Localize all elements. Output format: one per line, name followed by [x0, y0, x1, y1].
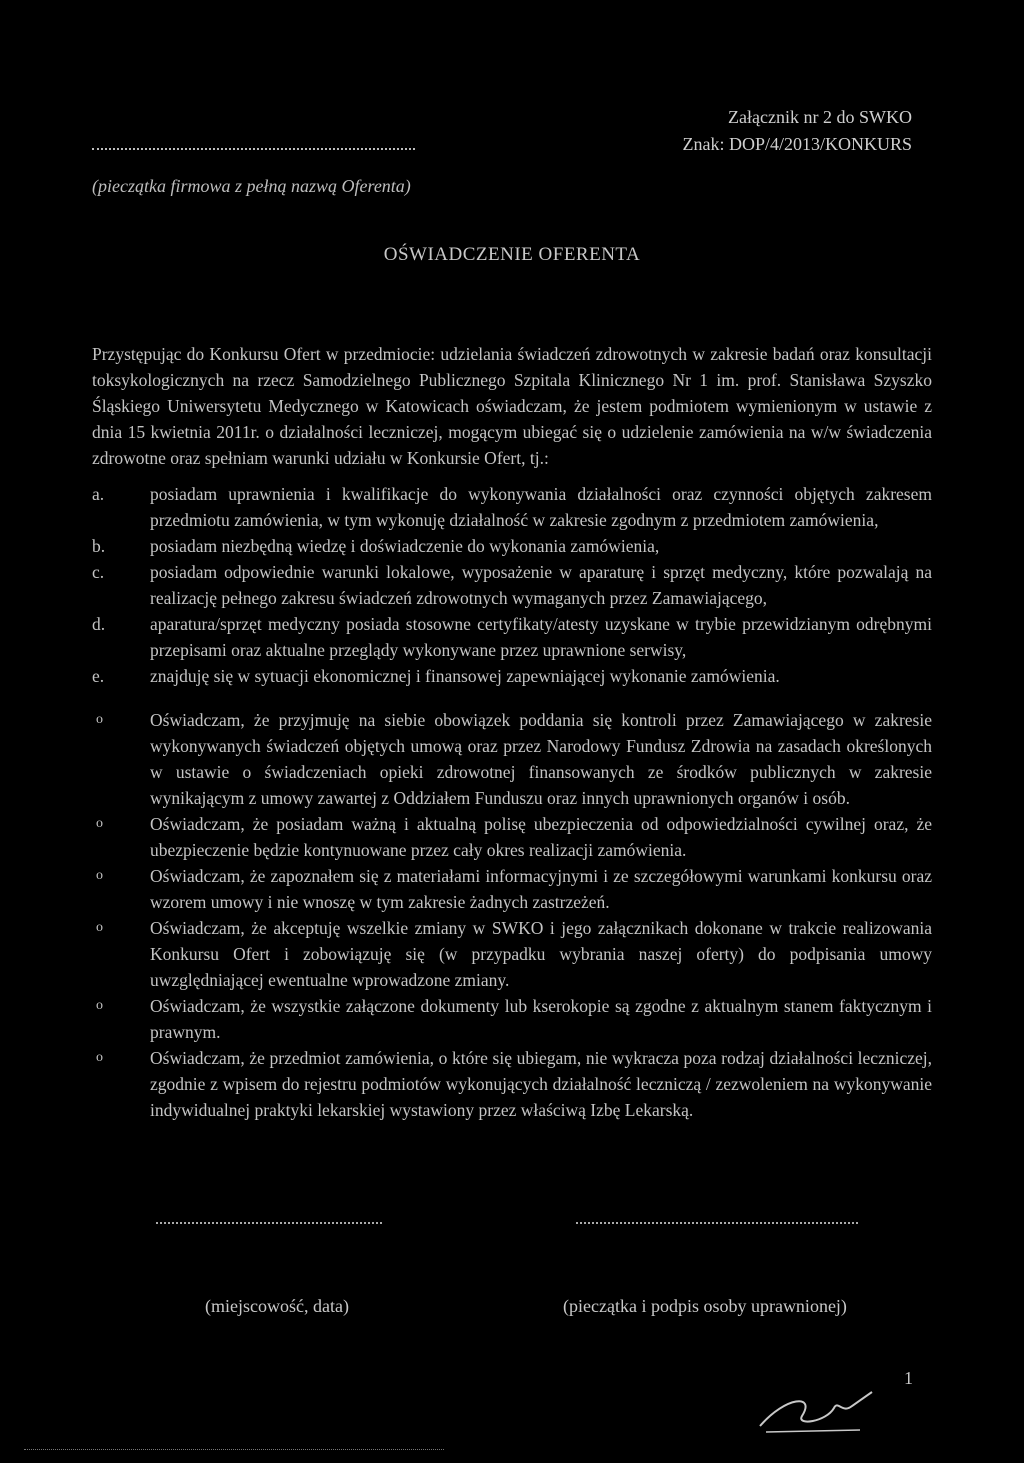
handwritten-signature-icon: [756, 1386, 876, 1436]
statement-text: Oświadczam, że przyjmuję na siebie obowiązek poddania się kontroli przez Zamawiającego w zakresie wykonywanych świadczeń objętych umową oraz przez Narodowy Fundusz Zdrowia na zasadach określonych w ustawie o świadczeniach opieki zdrowotnej finansowanych ze środków publicznych w zakresie wynikającym z umowy zawartej z Oddziałem Funduszu oraz innych uprawnionych organów i osób.: [150, 710, 932, 808]
bullet-icon: o: [96, 998, 103, 1013]
bullet-icon: o: [96, 1050, 103, 1065]
conditions-list: [92, 481, 932, 689]
statement-item: [92, 993, 932, 1045]
signature-caption: (pieczątka i podpis osoby uprawnionej): [563, 1296, 847, 1316]
condition-item: [92, 559, 932, 611]
stamp-caption: (pieczątka firmowa z pełną nazwą Oferenta): [92, 176, 411, 196]
intro-paragraph: Przystępując do Konkursu Ofert w przedmiocie: udzielania świadczeń zdrowotnych w zakresie badań oraz konsultacji toksykologicznych na rzecz Samodzielnego Publicznego Szpitala Klinicznego Nr 1 im. prof. Stanisława Szyszko Śląskiego Uniwersytetu Medycznego w Katowicach oświadczam, że jestem podmiotem wymienionym w ustawie z dnia 15 kwietnia 2011r. o działalności leczniczej, mogącym ubiegać się o udzielenie zamówienia na w/w świadczenia zdrowotne oraz spełniam warunki udziału w Konkursie Ofert, tj.:: [92, 344, 932, 468]
condition-text: aparatura/sprzęt medyczny posiada stosowne certyfikaty/atesty uzyskane w trybie przewidzianym odrębnymi przepisami oraz aktualne przeglądy wykonywane przez uprawnione serwisy,: [150, 614, 932, 660]
statement-text: Oświadczam, że wszystkie załączone dokumenty lub kserokopie są zgodne z aktualnym stanem faktycznym i prawnym.: [150, 996, 932, 1042]
statement-text: Oświadczam, że akceptuję wszelkie zmiany w SWKO i jego załącznikach dokonane w trakcie realizowania Konkursu Ofert i zobowiązuję się (w przypadku wybrania naszej oferty) do podpisania umowy uwzględniającej ewentualne wprowadzone zmiany.: [150, 918, 932, 990]
place-date-caption: (miejscowość, data): [205, 1296, 349, 1316]
condition-text: znajduję się w sytuacji ekonomicznej i finansowej zapewniającej wykonanie zamówienia.: [150, 666, 780, 686]
header-reference-block: [682, 104, 912, 158]
statement-text: Oświadczam, że zapoznałem się z materiałami informacyjnymi i ze szczegółowymi warunkami konkursu oraz wzorem umowy i nie wnoszę w tym zakresie żadnych zastrzeżeń.: [150, 866, 932, 912]
condition-item: [92, 663, 932, 689]
condition-item: [92, 481, 932, 533]
signature-dotted-line: [576, 1222, 858, 1224]
condition-marker: d.: [92, 614, 106, 634]
condition-text: posiadam odpowiednie warunki lokalowe, wyposażenie w aparaturę i sprzęt medyczny, które pozwalają na realizację pełnego zakresu świadczeń zdrowotnych wymaganych przez Zamawiającego,: [150, 562, 932, 608]
condition-marker: b.: [92, 536, 106, 556]
statement-item: [92, 811, 932, 863]
attachment-label: Załącznik nr 2 do SWKO: [728, 107, 912, 127]
condition-item: [92, 533, 932, 559]
statement-text: Oświadczam, że przedmiot zamówienia, o które się ubiegam, nie wykracza poza rodzaj działalności leczniczej, zgodnie z wpisem do rejestru podmiotów wykonujących działalność leczniczą / zezwoleniem na wykonywanie indywidualnej praktyki lekarskiej wystawiony przez właściwą Izbę Lekarską.: [150, 1048, 932, 1120]
condition-item: [92, 611, 932, 663]
reference-number: Znak: DOP/4/2013/KONKURS: [682, 134, 912, 154]
bullet-icon: o: [96, 712, 103, 727]
bullet-icon: o: [96, 816, 103, 831]
bullet-icon: o: [96, 868, 103, 883]
statement-item: [92, 915, 932, 993]
statements-list: [92, 707, 932, 1123]
condition-text: posiadam uprawnienia i kwalifikacje do wykonywania działalności oraz czynności objętych zakresem przedmiotu zamówienia, w tym wykonuję działalność w zakresie zgodnym z przedmiotem zamówienia,: [150, 484, 932, 530]
statement-item: [92, 707, 932, 811]
document-body: [92, 341, 932, 1123]
place-date-dotted-line: [156, 1222, 382, 1224]
statement-item: [92, 1045, 932, 1123]
page-number: 1: [904, 1368, 913, 1388]
condition-marker: e.: [92, 666, 105, 686]
document-title: OŚWIADCZENIE OFERENTA: [383, 244, 641, 265]
statement-item: [92, 863, 932, 915]
condition-marker: a.: [92, 484, 105, 504]
bullet-icon: o: [96, 920, 103, 935]
statement-text: Oświadczam, że posiadam ważną i aktualną polisę ubezpieczenia od odpowiedzialności cywilnej oraz, że ubezpieczenie będzie kontynuowane przez cały okres realizacji zamówienia.: [150, 814, 932, 860]
stamp-dotted-line: [92, 148, 415, 150]
scan-artifact-line: [24, 1449, 444, 1450]
condition-text: posiadam niezbędną wiedzę i doświadczenie do wykonania zamówienia,: [150, 536, 660, 556]
condition-marker: c.: [92, 562, 105, 582]
